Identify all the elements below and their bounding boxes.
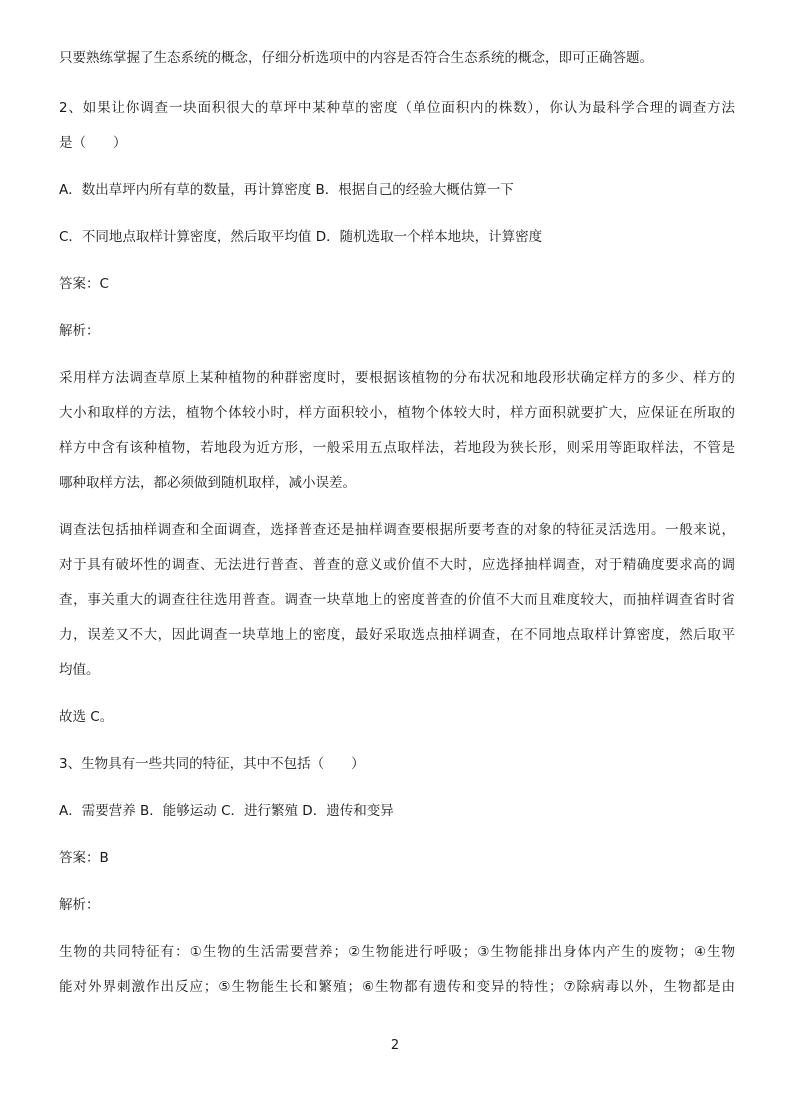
text-line: 只要熟练掌握了生态系统的概念，仔细分析选项中的内容是否符合生态系统的概念，即可正确答题。 bbox=[59, 50, 653, 66]
analysis-text-line: 采用样方法调查草原上某种植物的种群密度时，要根据该植物的分布状况和地段形状确定样方的多少、样方的 bbox=[59, 370, 735, 386]
question-2-stem: 2、如果让你调查一块面积很大的草坪中某种草的密度（单位面积内的株数），你认为最科学合理的调查方法 bbox=[59, 100, 735, 116]
question-2-options-ab: A．数出草坪内所有草的数量，再计算密度 B．根据自己的经验大概估算一下 bbox=[59, 182, 514, 198]
analysis-text-line: 力，误差又不大，因此调查一块草地上的密度，最好采取选点抽样调查，在不同地点取样计算密度，然后取平 bbox=[59, 627, 735, 643]
analysis-text-line: 均值。 bbox=[59, 662, 100, 678]
question-3-answer: 答案：B bbox=[59, 850, 109, 866]
question-2-conclusion: 故选 C。 bbox=[59, 709, 114, 725]
analysis-text-line: 对于具有破坏性的调查、无法进行普查、普查的意义或价值不大时，应选择抽样调查，对于精确度要求高的调 bbox=[59, 557, 735, 573]
question-2-options-cd: C．不同地点取样计算密度，然后取平均值 D．随机选取一个样本地块，计算密度 bbox=[59, 229, 543, 245]
question-2-answer: 答案：C bbox=[59, 276, 109, 292]
analysis-text-line: 调查法包括抽样调查和全面调查，选择普查还是抽样调查要根据所要考查的对象的特征灵活选用。一般来说， bbox=[59, 522, 735, 538]
analysis-label: 解析： bbox=[59, 897, 100, 913]
analysis-label: 解析： bbox=[59, 323, 100, 339]
analysis-text-line: 生物的共同特征有：①生物的生活需要营养；②生物能进行呼吸；③生物能排出身体内产生的废物；④生物 bbox=[59, 944, 735, 960]
page-number: 2 bbox=[390, 1038, 400, 1053]
question-2-stem-end: 是（ ） bbox=[59, 135, 127, 151]
analysis-text-line: 查，事关重大的调查往往选用普查。调查一块草地上的密度普查的价值不大而且难度较大，而抽样调查省时省 bbox=[59, 592, 735, 608]
analysis-text-line: 能对外界刺激作出反应；⑤生物能生长和繁殖；⑥生物都有遗传和变异的特性；⑦除病毒以外，生物都是由 bbox=[59, 979, 735, 995]
question-3-stem: 3、生物具有一些共同的特征，其中不包括（ ） bbox=[59, 756, 365, 772]
question-3-options: A．需要营养 B．能够运动 C．进行繁殖 D．遗传和变异 bbox=[59, 803, 394, 819]
analysis-text-line: 样方中含有该种植物，若地段为近方形，一般采用五点取样法，若地段为狭长形，则采用等距取样法，不管是 bbox=[59, 440, 735, 456]
analysis-text-line: 哪种取样方法，都必须做到随机取样，减小误差。 bbox=[59, 475, 356, 491]
analysis-text-line: 大小和取样的方法，植物个体较小时，样方面积较小，植物个体较大时，样方面积就要扩大，应保证在所取的 bbox=[59, 405, 735, 421]
